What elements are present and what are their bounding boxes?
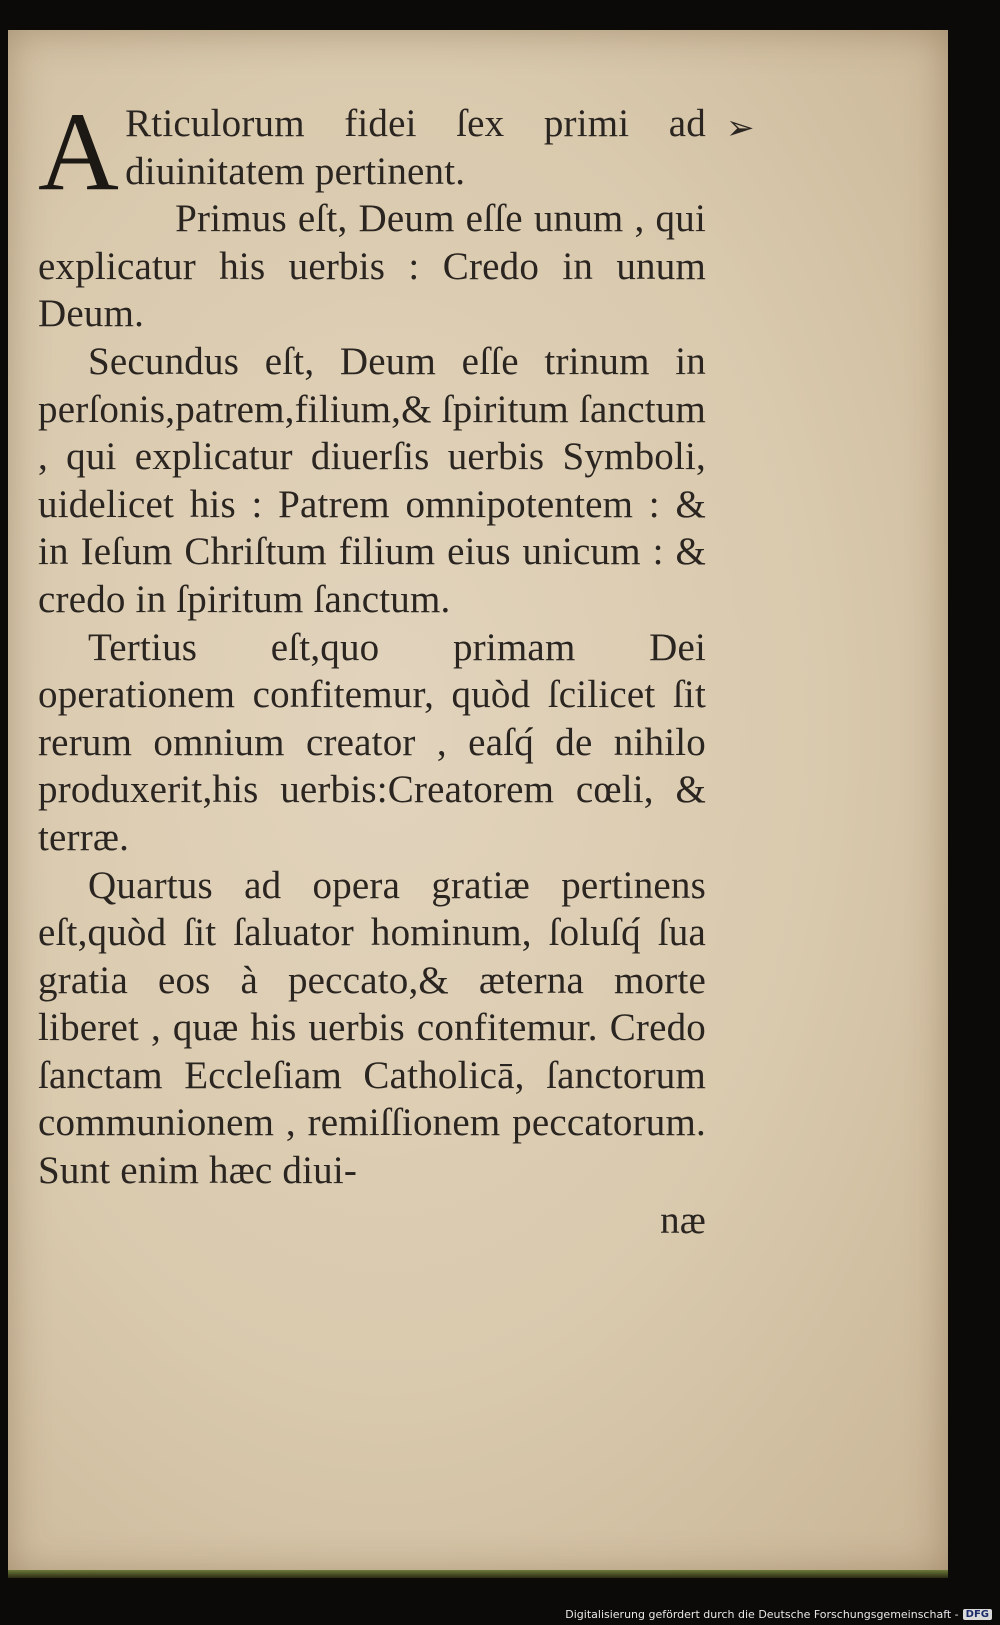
paragraph-2: Primus eſt, Deum eſſe unum , qui explicatur his uerbis : Credo in unum Deum. xyxy=(38,197,706,336)
footer-credit: Digitalisierung gefördert durch die Deutsche Forschungsgemeinschaft - xyxy=(565,1608,959,1621)
paragraph-1-text: Rticulorum fidei ſex primi ad diuinitatem pertinent. xyxy=(125,102,706,193)
margin-arrow-icon: ➢ xyxy=(726,108,755,148)
paragraph-4: Tertius eſt,quo primam Dei operationem confitemur, quòd ſcilicet ſit rerum omnium creator , eaſq́ de nihilo produxerit,his uerbis:Creatorem cœli, & terræ. xyxy=(38,625,706,859)
drop-cap: A xyxy=(38,90,120,214)
dfg-logo-icon: DFG xyxy=(963,1609,992,1620)
paragraph-5: Quartus ad opera gratiæ pertinens eſt,quòd ſit ſaluator hominum, ſoluſq́ ſua gratia eos à peccato,& æterna morte liberet , quæ his uerbis confitemur. Credo ſanctam Eccleſiam Catholicā, ſanctorum communionem , remiſſionem peccatorum. Sunt enim hæc diui- xyxy=(38,863,706,1193)
digitization-footer xyxy=(565,1608,992,1621)
paragraph-1 xyxy=(38,90,706,214)
catchword: næ xyxy=(660,1198,706,1242)
page-text xyxy=(38,90,706,1244)
paragraph-3: Secundus eſt, Deum eſſe trinum in perſonis,patrem,filium,& ſpiritum ſanctum , qui explicatur diuerſis uerbis Symboli, uidelicet his : Patrem omnipotentem : & in Ieſum Chriſtum filium eius unicum : & credo in ſpiritum ſanctum. xyxy=(38,339,706,621)
page-edge xyxy=(8,1570,948,1578)
